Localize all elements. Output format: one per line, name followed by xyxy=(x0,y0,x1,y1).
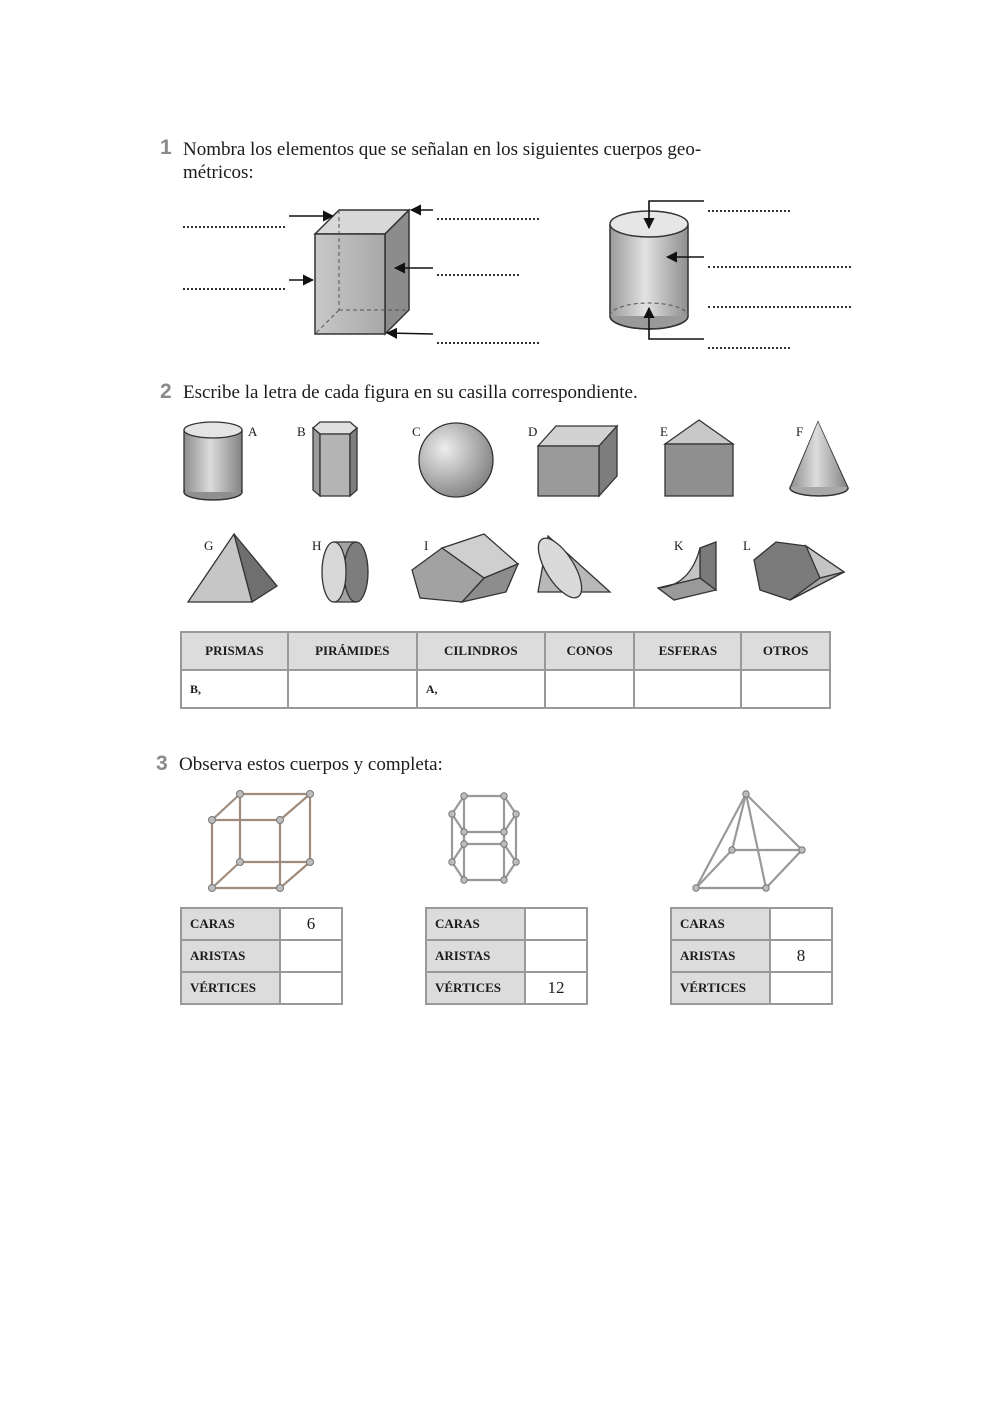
figure-d-cube xyxy=(538,426,617,496)
figure-k-curved-body xyxy=(658,542,716,600)
header-prismas: PRISMAS xyxy=(181,632,288,670)
cube-vertices-input[interactable] xyxy=(280,972,342,1004)
wireframe-pyramid xyxy=(696,794,802,888)
cube-aristas-input[interactable] xyxy=(280,940,342,972)
figure-label-k: K xyxy=(674,538,684,553)
pyramid-caras-input[interactable] xyxy=(770,908,832,940)
label-caras: CARAS xyxy=(671,908,770,940)
answer-piramides[interactable] xyxy=(288,670,417,708)
label-aristas: ARISTAS xyxy=(181,940,280,972)
header-esferas: ESFERAS xyxy=(634,632,741,670)
figure-label-e: E xyxy=(660,424,668,439)
header-conos: CONOS xyxy=(545,632,635,670)
figure-label-g: G xyxy=(204,538,214,553)
label-caras: CARAS xyxy=(181,908,280,940)
exercise-3-wireframes xyxy=(0,780,1000,900)
label-aristas: ARISTAS xyxy=(426,940,525,972)
hexprism-aristas-input[interactable] xyxy=(525,940,587,972)
answer-esferas[interactable] xyxy=(634,670,741,708)
figure-label-d: D xyxy=(528,424,538,439)
counts-table-hexagonal-prism xyxy=(425,907,588,1005)
figure-j-tilted-cone xyxy=(530,532,610,605)
label-vertices: VÉRTICES xyxy=(671,972,770,1004)
exercise-2-figures-row-2 xyxy=(0,520,1000,610)
header-otros: OTROS xyxy=(741,632,830,670)
exercise-2-instruction: Escribe la letra de cada figura en su casilla correspondiente. xyxy=(183,382,638,403)
figure-label-a: A xyxy=(248,424,258,439)
figure-g-pyramid xyxy=(188,534,277,602)
figure-e-pentagonal-prism xyxy=(665,420,733,496)
figure-label-f: F xyxy=(796,424,804,439)
exercise-3-instruction: Observa estos cuerpos y completa: xyxy=(179,754,443,775)
label-vertices: VÉRTICES xyxy=(181,972,280,1004)
exercise-1-number: 1 xyxy=(160,136,172,159)
figure-c-sphere xyxy=(419,423,493,497)
classification-answer-row xyxy=(181,670,830,708)
figure-b-hexagonal-prism xyxy=(313,422,357,496)
figure-f-cone xyxy=(790,422,848,496)
counts-table-pyramid xyxy=(670,907,833,1005)
figure-label-c: C xyxy=(412,424,421,439)
exercise-2-number: 2 xyxy=(160,380,172,403)
exercise-1-figures xyxy=(0,0,1000,380)
header-cilindros: CILINDROS xyxy=(417,632,545,670)
answer-cilindros[interactable]: A, xyxy=(417,670,545,708)
answer-prismas[interactable]: B, xyxy=(181,670,288,708)
label-aristas: ARISTAS xyxy=(671,940,770,972)
exercise-3-number: 3 xyxy=(156,752,168,775)
figure-label-b: B xyxy=(297,424,306,439)
figure-i-lying-prism xyxy=(412,534,518,602)
counts-table-cube xyxy=(180,907,343,1005)
figure-h-short-cylinder xyxy=(322,542,368,602)
exercise-1-instruction-line-1: Nombra los elementos que se señalan en los siguientes cuerpos geo- xyxy=(183,139,702,160)
hexprism-caras-input[interactable] xyxy=(525,908,587,940)
classification-table xyxy=(180,631,831,709)
figure-l-pentagonal-pyramid xyxy=(754,542,844,600)
hexprism-vertices-input[interactable]: 12 xyxy=(525,972,587,1004)
pyramid-aristas-input[interactable]: 8 xyxy=(770,940,832,972)
exercise-1-instruction-line-2: métricos: xyxy=(183,162,254,183)
cube-caras-input[interactable]: 6 xyxy=(280,908,342,940)
answer-otros[interactable] xyxy=(741,670,830,708)
rectangular-prism-shape xyxy=(315,210,409,334)
wireframe-cube xyxy=(212,794,310,888)
pyramid-vertices-input[interactable] xyxy=(770,972,832,1004)
wireframe-hexagonal-prism xyxy=(452,796,516,880)
label-vertices: VÉRTICES xyxy=(426,972,525,1004)
label-caras: CARAS xyxy=(426,908,525,940)
classification-header-row xyxy=(181,632,830,670)
figure-label-i: I xyxy=(424,538,429,553)
answer-conos[interactable] xyxy=(545,670,635,708)
figure-label-h: H xyxy=(312,538,322,553)
figure-label-l: L xyxy=(743,538,751,553)
header-piramides: PIRÁMIDES xyxy=(288,632,417,670)
figure-a-cylinder xyxy=(184,422,242,500)
